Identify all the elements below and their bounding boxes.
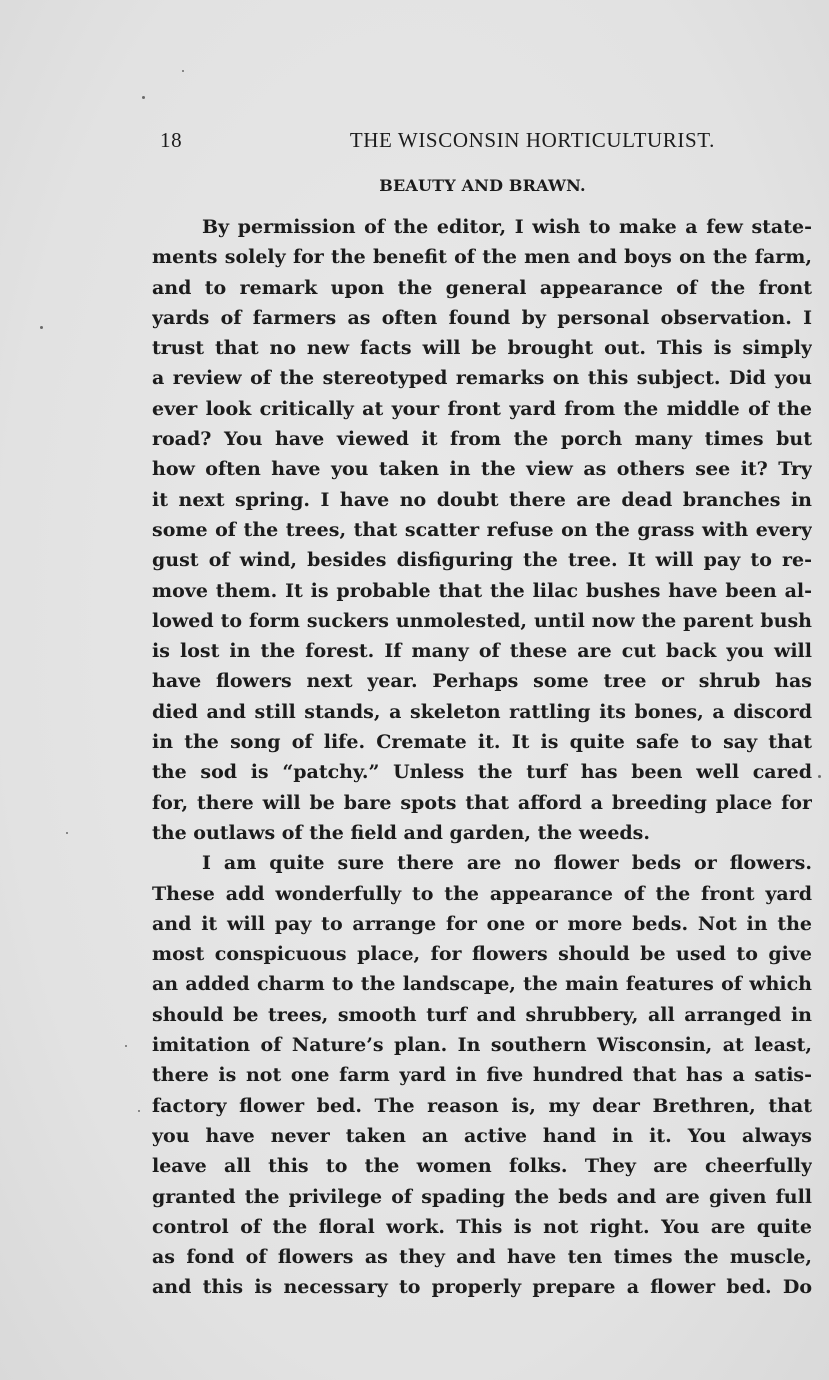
text-line: ever look critically at your front yard from the middle of the [152,397,812,420]
text-line: By permission of the editor, I wish to make a few state- [202,216,812,238]
text-line: imitation of Nature’s plan. In southern Wisconsin, at least, [152,1034,812,1057]
text-line: you have never taken an active hand in it. You always [152,1124,812,1147]
scan-speck [182,70,184,72]
text-line: an added charm to the landscape, the main features of which [152,973,812,996]
text-line: factory flower bed. The reason is, my dear Brethren, that [152,1094,812,1117]
running-header [160,128,715,158]
article-body [152,212,812,1303]
scan-speck [142,96,145,99]
text-line: as fond of flowers as they and have ten times the muscle, [152,1246,812,1269]
text-line: trust that no new facts will be brought out. This is simply [152,337,812,360]
text-line: most conspicuous place, for flowers should be used to give [152,943,812,966]
text-line: for, there will be bare spots that afford a breeding place for [152,791,812,814]
text-line: it next spring. I have no doubt there are dead branches in [152,488,812,511]
page-number: 18 [160,128,183,152]
text-line: and to remark upon the general appearance of the front [152,276,812,299]
text-line: in the song of life. Cremate it. It is quite safe to say that [152,731,812,754]
text-line: ments solely for the benefit of the men and boys on the farm, [152,246,812,269]
text-line: granted the privilege of spading the beds and are given full [152,1185,812,1208]
scan-speck [138,1110,140,1112]
text-line: and this is necessary to properly prepare a flower bed. Do [152,1276,812,1299]
text-line: the sod is “patchy.” Unless the turf has been well cared [152,761,812,784]
text-line: how often have you taken in the view as others see it? Try [152,458,812,481]
scan-speck [66,832,68,834]
text-line: the outlaws of the field and garden, the weeds. [152,821,650,844]
text-line: road? You have viewed it from the porch many times but [152,428,812,451]
text-line: died and still stands, a skeleton rattling its bones, a discord [152,700,812,723]
article-title: BEAUTY AND BRAWN. [379,176,586,195]
text-line: gust of wind, besides disfiguring the tree. It will pay to re- [152,549,812,572]
text-line: have flowers next year. Perhaps some tree or shrub has [152,670,812,693]
text-line: control of the floral work. This is not right. You are quite [152,1215,812,1238]
text-line: lowed to form suckers unmolested, until now the parent bush [152,609,812,632]
text-line: I am quite sure there are no flower beds or flowers. [202,852,812,875]
text-line: leave all this to the women folks. They are cheerfully [152,1155,812,1178]
text-line: is lost in the forest. If many of these are cut back you will [152,640,812,663]
scan-speck [125,1045,127,1047]
text-line: yards of farmers as often found by personal observation. I [152,306,812,329]
text-line: These add wonderfully to the appearance of the front yard [152,882,812,905]
journal-title: THE WISCONSIN HORTICULTURIST. [349,128,715,152]
text-line: and it will pay to arrange for one or more beds. Not in the [152,912,812,935]
text-line: a review of the stereotyped remarks on this subject. Did you [152,367,812,390]
text-line: some of the trees, that scatter refuse on the grass with every [152,518,812,541]
text-line: should be trees, smooth turf and shrubbery, all arranged in [152,1003,812,1026]
scan-speck [40,326,43,329]
text-line: move them. It is probable that the lilac bushes have been al- [152,579,812,602]
scan-speck [818,775,821,778]
text-line: there is not one farm yard in five hundred that has a satis- [152,1064,812,1087]
